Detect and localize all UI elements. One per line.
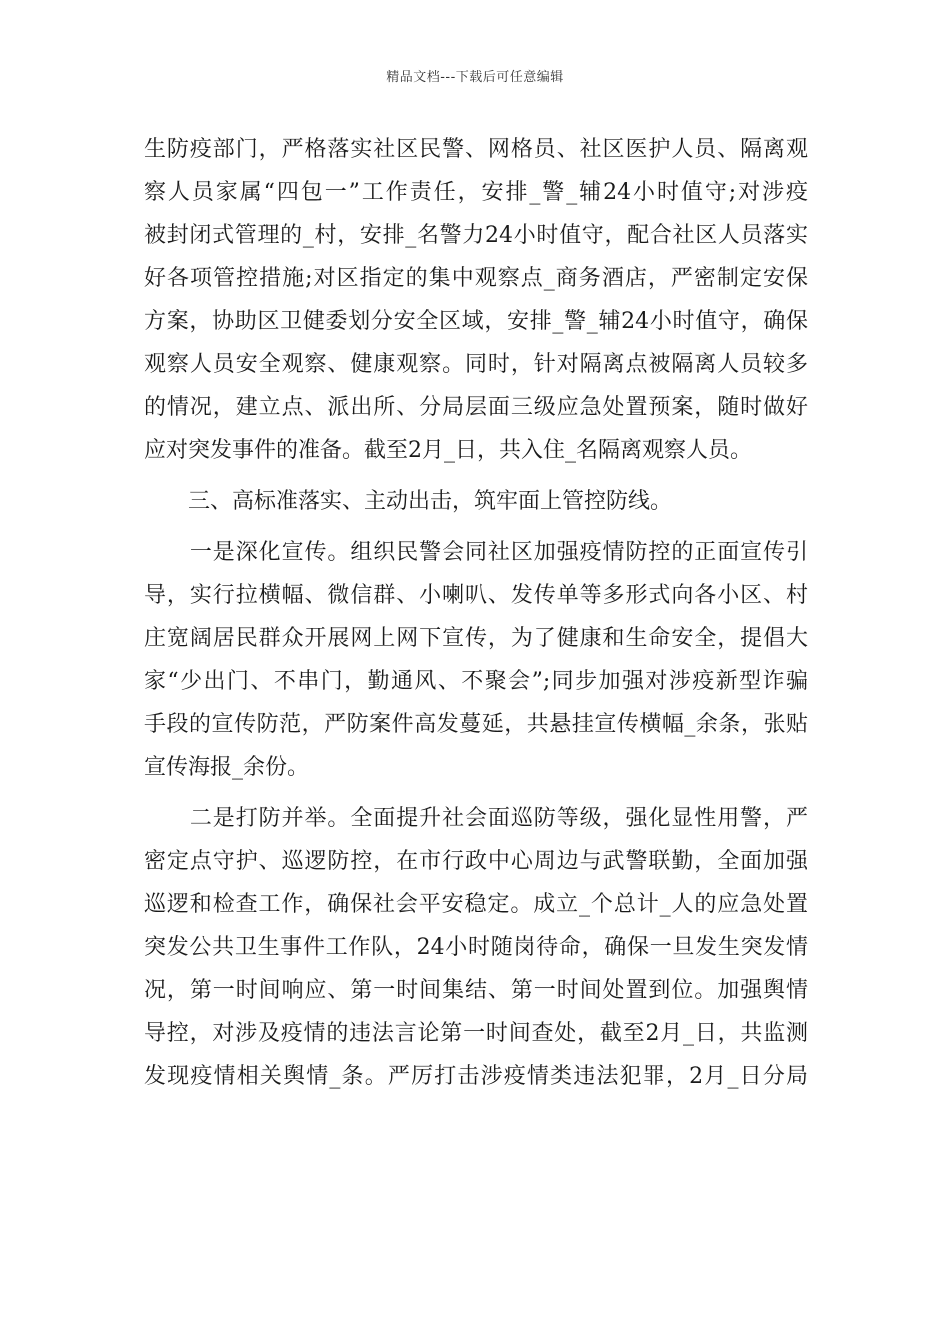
paragraph-gap: [144, 472, 808, 480]
text-line: 发现疫情相关舆情_条。严厉打击涉疫情类违法犯罪，2月_日分局: [144, 1064, 808, 1089]
text-line: 家“少出门、不串门，勤通风、不聚会”;同步加强对涉疫新型诈骗: [144, 669, 808, 694]
paragraph-gap: [144, 523, 808, 531]
text-line: 察人员家属“四包一”工作责任，安排_警_辅24小时值守;对涉疫: [144, 180, 808, 205]
text-line: 突发公共卫生事件工作队，24小时随岗待命，确保一旦发生突发情: [144, 935, 808, 960]
text-line: 一是深化宣传。组织民警会同社区加强疫情防控的正面宣传引: [144, 540, 808, 565]
paragraph-gap: [144, 789, 808, 797]
text-line: 况，第一时间响应、第一时间集结、第一时间处置到位。加强舆情: [144, 978, 808, 1003]
text-line: 密定点守护、巡逻防控，在市行政中心周边与武警联勤，全面加强: [144, 849, 808, 874]
text-line: 导，实行拉横幅、微信群、小喇叭、发传单等多形式向各小区、村: [144, 583, 808, 608]
text-line: 应对突发事件的准备。截至2月_日，共入住_名隔离观察人员。: [144, 438, 752, 463]
text-line: 二是打防并举。全面提升社会面巡防等级，强化显性用警，严: [144, 806, 808, 831]
text-line: 手段的宣传防范，严防案件高发蔓延，共悬挂宣传横幅_余条，张贴: [144, 712, 808, 737]
text-line: 巡逻和检查工作，确保社会平安稳定。成立_个总计_人的应急处置: [144, 892, 808, 917]
document-body: [144, 128, 808, 1098]
text-line: 庄宽阔居民群众开展网上网下宣传，为了健康和生命安全，提倡大: [144, 626, 808, 651]
text-line: 的情况，建立点、派出所、分局层面三级应急处置预案，随时做好: [144, 395, 808, 420]
text-line: 观察人员安全观察、健康观察。同时，针对隔离点被隔离人员较多: [144, 352, 808, 377]
header-note: 精品文档---下载后可任意编辑: [386, 70, 564, 85]
paragraph-3: [144, 531, 808, 789]
text-line: 生防疫部门，严格落实社区民警、网格员、社区医护人员、隔离观: [144, 137, 808, 162]
section-heading: [144, 480, 808, 523]
text-line: 导控，对涉及疫情的违法言论第一时间查处，截至2月_日，共监测: [144, 1021, 808, 1046]
text-line: 被封闭式管理的_村，安排_名警力24小时值守，配合社区人员落实: [144, 223, 808, 248]
paragraph-1: [144, 128, 808, 472]
text-line: 宣传海报_余份。: [144, 755, 310, 780]
paragraph-4: [144, 797, 808, 1098]
text-line: 好各项管控措施;对区指定的集中观察点_商务酒店，严密制定安保: [144, 266, 808, 291]
text-line: 方案，协助区卫健委划分安全区域，安排_警_辅24小时值守，确保: [144, 309, 808, 334]
section-heading-text: 三、高标准落实、主动出击，筑牢面上管控防线。: [144, 489, 673, 514]
